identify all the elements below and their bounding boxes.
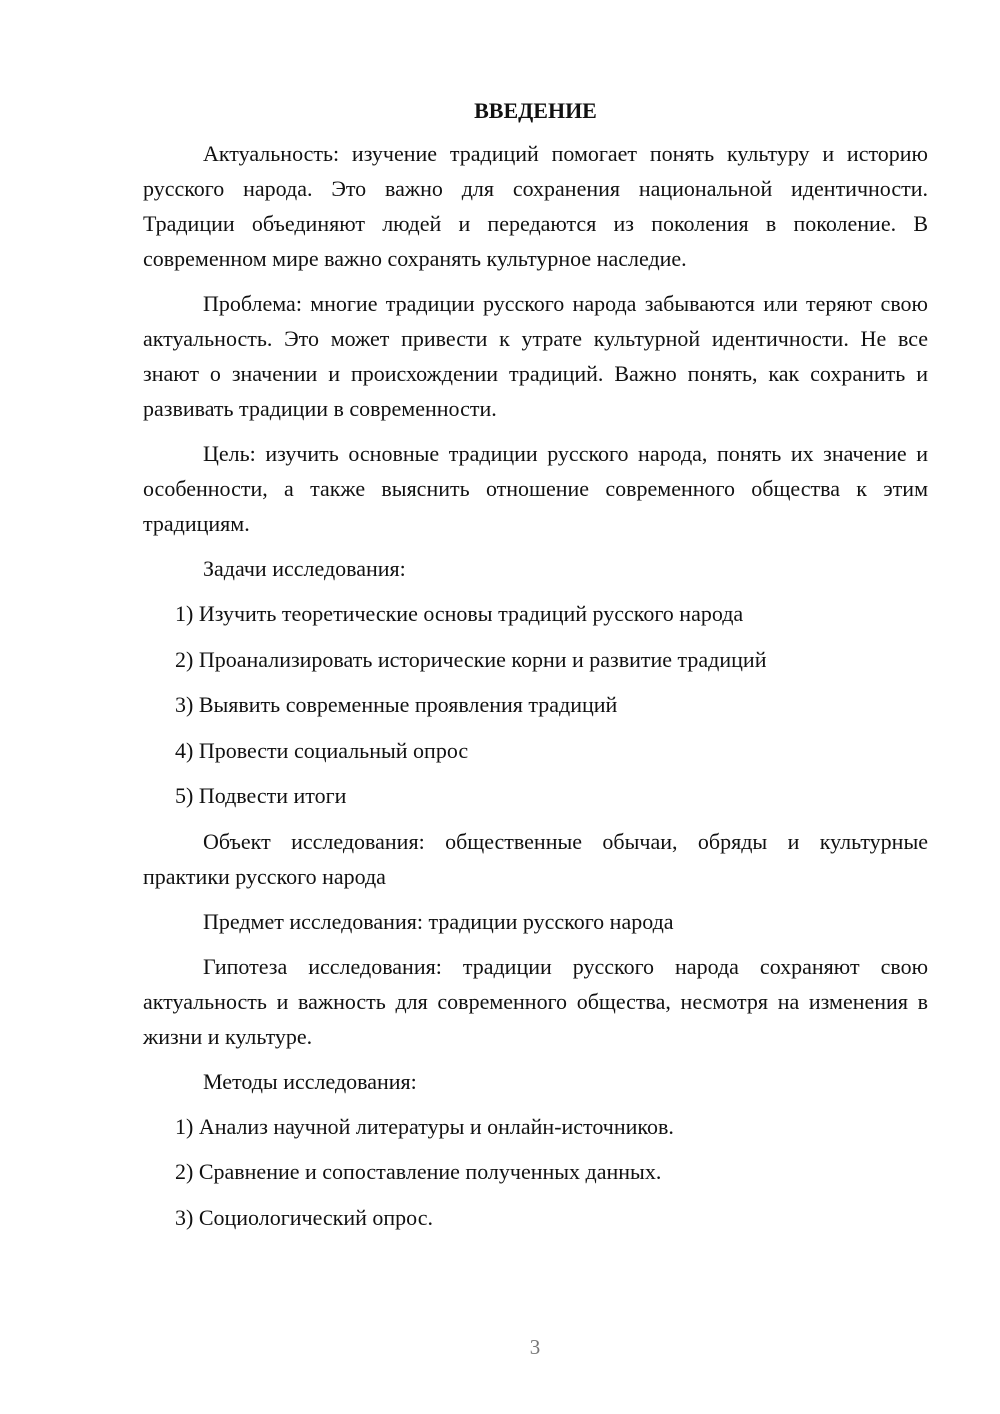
document-page	[143, 96, 928, 1245]
object-paragraph: Объект исследования: общественные обычаи, обряды и культурные практики русского народа	[143, 828, 928, 889]
section-heading: ВВЕДЕНИЕ	[474, 98, 597, 123]
method-item-1: 1) Анализ научной литературы и онлайн-источников.	[175, 1113, 674, 1139]
methods-list	[143, 1109, 928, 1235]
goal-paragraph: Цель: изучить основные традиции русского народа, понять их значение и особенности, а также выяснить отношение современного общества к этим традициям.	[143, 441, 928, 536]
method-item-3: 3) Социологический опрос.	[175, 1204, 433, 1230]
tasks-title: Задачи исследования:	[203, 556, 406, 581]
hypothesis-paragraph: Гипотеза исследования: традиции русского народа сохраняют свою актуальность и важность для современного общества, несмотря на изменения в жизни и культуре.	[143, 953, 928, 1049]
problem-paragraph: Проблема: многие традиции русского народа забываются или теряют свою актуальность. Это может привести к утрате культурной идентичности. Не все знают о значении и происхождении традиций. Важно понять, как сохранить и развивать традиции в современности.	[143, 291, 928, 421]
tasks-list	[143, 596, 928, 813]
method-item-2: 2) Сравнение и сопоставление полученных данных.	[175, 1159, 662, 1184]
task-item-2: 2) Проанализировать исторические корни и развитие традиций	[175, 646, 767, 672]
subject-paragraph: Предмет исследования: традиции русского народа	[203, 908, 674, 934]
task-item-1: 1) Изучить теоретические основы традиций русского народа	[175, 601, 744, 626]
task-item-4: 4) Провести социальный опрос	[175, 737, 469, 763]
task-item-3: 3) Выявить современные проявления традиций	[175, 692, 618, 717]
methods-title: Методы исследования:	[203, 1068, 417, 1094]
relevance-paragraph: Актуальность: изучение традиций помогает понять культуру и историю русского народа. Это важно для сохранения национальной идентичности. Традиции объединяют людей и передаются из поколения в поколение. В современном мире важно сохранять культурное наследие.	[143, 141, 928, 271]
task-item-5: 5) Подвести итоги	[175, 783, 347, 808]
page-number: 3	[529, 1335, 541, 1359]
